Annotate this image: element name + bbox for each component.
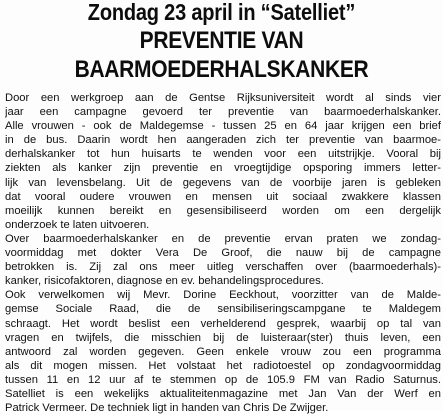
article-line: derhalskanker tot hun huisarts te wenden voor een uitstrijkje. Vooral bij: [5, 148, 441, 161]
article-line: Alle vrouwen - ook de Maldegemse - tussen 25 en 64 jaar krijgen een brief: [5, 120, 441, 133]
article-line: moeilijk kunnen bereikt en gesensibiliseerd worden om een dergelijk: [5, 204, 441, 217]
article-line: gemse Sociale Raad, die de sensibiliseringscampgane te Maldegem: [5, 303, 441, 316]
headline-title-2: BAARMOEDERHALSKANKER: [74, 56, 369, 83]
article-line: als dit mogen missen. Het volstaat het radiotoestel op zondagvoormiddag: [5, 359, 441, 372]
article-line: dat vooral oudere vrouwen en mensen uit sociaal zwakkere klassen: [5, 190, 441, 203]
article-line: antwoord zal worden gegeven. Geen enkele vrouw zou een programma: [5, 345, 441, 358]
article-line: kanker, risicofaktoren, diagnose en ev. behandelingsprocedures.: [5, 275, 324, 288]
article-line: onderzoek te laten uitvoeren.: [5, 218, 150, 231]
headline-title-1: PREVENTIE VAN: [139, 27, 304, 54]
article-line: vragen en twijfels, die misschien bij de luisteraar(ster) thuis leven, een: [5, 331, 441, 344]
article-body: [5, 91, 441, 415]
article-line: voormiddag met dokter Vera De Groof, die nauw bij de campagne: [5, 247, 441, 260]
article-line: ziekten als kanker zijn preventie en vroegtijdige opsporing immers letter-: [5, 162, 441, 175]
article-line: Door een werkgroep aan de Gentse Rijksuniversiteit wordt al sinds vier: [5, 92, 441, 104]
article-line: Over baarmoederhalskanker en de preventie ervan praten we zondag-: [5, 232, 441, 245]
headline-date: Zondag 23 april in “Satelliet”: [87, 0, 356, 26]
article-line: jaar een campagne gevoerd ter preventie van baarmoederhalskanker.: [5, 106, 441, 119]
article-line: tussen 11 en 12 uur af te stemmen op de 105.9 FM van Radio Saturnus.: [5, 373, 441, 386]
article-line: betrokken is. Zij zal ons meer uitleg verschaffen over (baarmoederhals)-: [5, 261, 441, 274]
article-line: Patrick Vermeer. De techniek ligt in handen van Chris De Zwijger.: [5, 402, 329, 415]
article-line: schraagt. Het wordt beslist een verhelderend gesprek, waarbij op tal van: [5, 317, 441, 330]
article-line: lijk van levensbelang. Uit de gegevens van de voorbije jaren is gebleken: [5, 176, 441, 189]
article-line: Satelliet is een wekelijks aktualiteitenmagazine met Jan Van der Werf en: [5, 387, 441, 400]
article-line: in de bus. Daarin wordt hen aangeraden zich ter preventie van baarmoe-: [5, 134, 441, 147]
article-line: Ook verwelkomen wij Mevr. Dorine Eeckhout, voorzitter van de Malde-: [5, 289, 441, 302]
